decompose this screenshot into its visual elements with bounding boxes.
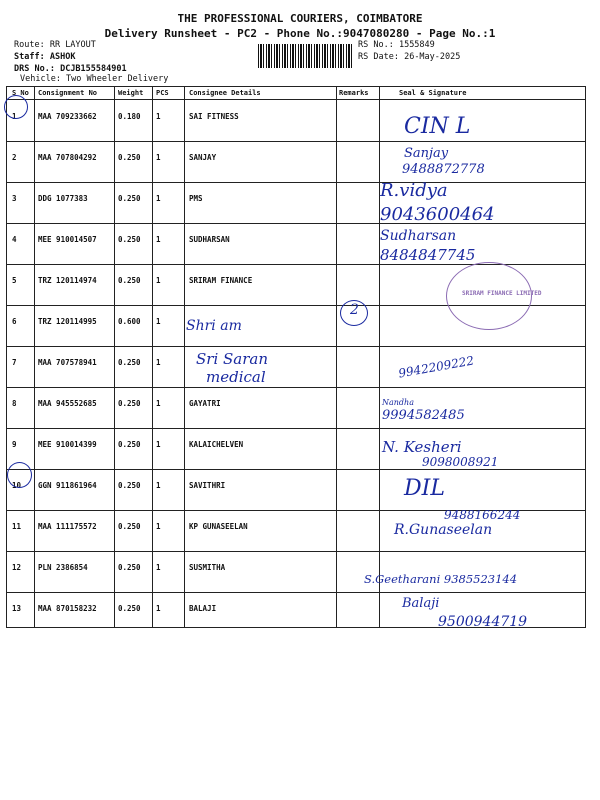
cell-consignment: MEE 910014399	[38, 440, 97, 449]
signature-row-8-phone: 9994582485	[382, 408, 465, 423]
col-consignment: Consignment No	[38, 89, 98, 97]
signature-row-3-name: R.vidya	[380, 180, 448, 201]
signature-row-4-name: Sudharsan	[380, 228, 457, 244]
cell-consignment: MAA 111175572	[38, 522, 97, 531]
cell-pcs: 1	[156, 112, 161, 121]
table-header	[7, 87, 585, 100]
table-row	[7, 388, 585, 429]
cell-consignee: KALAICHELVEN	[189, 440, 244, 449]
cell-consignment: GGN 911861964	[38, 481, 97, 490]
drs-value: DCJB155584901	[60, 64, 127, 74]
signature-row-7-name: Sri Saran	[196, 350, 269, 368]
cell-sno: 6	[12, 317, 17, 326]
signature-row-3-phone: 9043600464	[380, 204, 495, 225]
signature-row-2-phone: 9488872778	[402, 162, 485, 177]
signature-row-13-name: Balaji	[402, 596, 440, 611]
table-row	[7, 347, 585, 388]
cell-consignee: SRIRAM FINANCE	[189, 276, 253, 285]
col-consignee: Consignee Details	[189, 89, 261, 97]
cell-consignment: MAA 870158232	[38, 604, 97, 613]
cell-sno: 13	[12, 604, 22, 613]
row-1-circle-mark	[4, 95, 28, 119]
runsheet-title: Delivery Runsheet - PC2 - Phone No.:9047080280 - Page No.:1	[104, 27, 496, 40]
table-row	[7, 224, 585, 265]
route-label: Route: RR	[14, 40, 61, 50]
mark-row-6: 2	[350, 302, 359, 318]
cell-consignment: TRZ 120114995	[38, 317, 97, 326]
cell-consignee: SUSMITHA	[189, 563, 226, 572]
cell-sno: 7	[12, 358, 17, 367]
rs-no-line	[358, 40, 435, 50]
signature-row-7-sub: medical	[206, 368, 266, 386]
cell-sno: 9	[12, 440, 17, 449]
signature-row-4-phone: 8484847745	[380, 246, 476, 264]
stamp-text: SRIRAM FINANCE LIMITED	[462, 290, 542, 297]
cell-sno: 3	[12, 194, 17, 203]
cell-consignee: SUDHARSAN	[189, 235, 230, 244]
cell-weight: 0.250	[118, 358, 141, 367]
drs-line	[14, 64, 127, 74]
signature-row-11-phone: 9488166244	[444, 508, 521, 522]
cell-sno: 12	[12, 563, 22, 572]
col-remarks: Remarks	[339, 89, 369, 97]
delivery-table	[6, 86, 586, 628]
cell-consignee: PMS	[189, 194, 203, 203]
cell-consignment: MEE 910014507	[38, 235, 97, 244]
staff-label: Staff:	[14, 52, 45, 62]
table-row	[7, 101, 585, 142]
cell-weight: 0.250	[118, 481, 141, 490]
cell-consignee: SANJAY	[189, 153, 217, 162]
signature-row-1: CIN L	[404, 114, 471, 139]
route-line	[14, 40, 96, 50]
cell-sno: 1	[12, 112, 17, 121]
cell-pcs: 1	[156, 153, 161, 162]
signature-row-12: S.Geetharani 9385523144	[364, 572, 518, 586]
company-title: THE PROFESSIONAL COURIERS, COIMBATORE	[177, 12, 423, 25]
cell-consignment: MAA 707578941	[38, 358, 97, 367]
signature-row-13-phone: 9500944719	[438, 614, 528, 630]
barcode	[258, 44, 354, 68]
cell-consignment: TRZ 120114974	[38, 276, 97, 285]
cell-weight: 0.250	[118, 399, 141, 408]
cell-sno: 2	[12, 153, 17, 162]
cell-consignee: SAVITHRI	[189, 481, 226, 490]
route-value: LAYOUT	[65, 40, 96, 50]
cell-weight: 0.250	[118, 440, 141, 449]
signature-row-9-phone: 9098008921	[422, 455, 499, 469]
cell-pcs: 1	[156, 317, 161, 326]
rs-date-value: 26-May-2025	[404, 52, 461, 62]
signature-row-8-name: Nandha	[382, 398, 414, 407]
rs-date-label: RS Date:	[358, 52, 399, 62]
col-sno: S No	[12, 89, 29, 97]
cell-consignee: GAYATRI	[189, 399, 221, 408]
col-weight: Weight	[118, 89, 144, 97]
cell-consignment: MAA 707804292	[38, 153, 97, 162]
row-10-circle-mark	[7, 462, 32, 488]
cell-consignee: SAI FITNESS	[189, 112, 239, 121]
cell-weight: 0.250	[118, 153, 141, 162]
table-row	[7, 142, 585, 183]
cell-pcs: 1	[156, 481, 161, 490]
cell-weight: 0.250	[118, 604, 141, 613]
rs-no-value: 1555849	[398, 40, 435, 50]
cell-pcs: 1	[156, 276, 161, 285]
cell-pcs: 1	[156, 235, 161, 244]
cell-weight: 0.250	[118, 194, 141, 203]
cell-consignment: MAA 709233662	[38, 112, 97, 121]
signature-row-6: Shri am	[186, 318, 242, 334]
cell-sno: 8	[12, 399, 17, 408]
signature-row-11-name: R.Gunaseelan	[394, 522, 493, 538]
cell-weight: 0.250	[118, 235, 141, 244]
cell-weight: 0.180	[118, 112, 141, 121]
cell-sno: 11	[12, 522, 22, 531]
cell-weight: 0.600	[118, 317, 141, 326]
cell-pcs: 1	[156, 563, 161, 572]
cell-pcs: 1	[156, 522, 161, 531]
staff-line	[14, 52, 75, 62]
staff-value: ASHOK	[49, 52, 76, 62]
table-row	[7, 470, 585, 511]
rs-no-label: RS No.:	[358, 40, 394, 50]
col-pcs: PCS	[156, 89, 169, 97]
cell-pcs: 1	[156, 604, 161, 613]
cell-consignment: MAA 945552685	[38, 399, 97, 408]
signature-row-9-name: N. Kesheri	[382, 438, 462, 456]
signature-row-2-name: Sanjay	[404, 146, 449, 161]
cell-consignee: BALAJI	[189, 604, 217, 613]
cell-weight: 0.250	[118, 276, 141, 285]
rs-date-line	[358, 52, 460, 62]
cell-sno: 5	[12, 276, 17, 285]
cell-pcs: 1	[156, 194, 161, 203]
col-seal: Seal & Signature	[399, 89, 467, 97]
cell-weight: 0.250	[118, 522, 141, 531]
cell-pcs: 1	[156, 358, 161, 367]
cell-pcs: 1	[156, 440, 161, 449]
cell-sno: 4	[12, 235, 17, 244]
signature-row-7-phone: 9942209222	[397, 353, 475, 381]
signature-row-10: DIL	[404, 476, 445, 501]
drs-label: DRS No.:	[14, 64, 55, 74]
cell-pcs: 1	[156, 399, 161, 408]
table-row	[7, 183, 585, 224]
cell-consignment: DDG 1077383	[38, 194, 88, 203]
vehicle-line: Vehicle: Two Wheeler Delivery	[20, 74, 169, 84]
cell-consignee: KP GUNASEELAN	[189, 522, 248, 531]
cell-weight: 0.250	[118, 563, 141, 572]
cell-consignment: PLN 2386854	[38, 563, 88, 572]
cell-sno: 10	[12, 481, 22, 490]
